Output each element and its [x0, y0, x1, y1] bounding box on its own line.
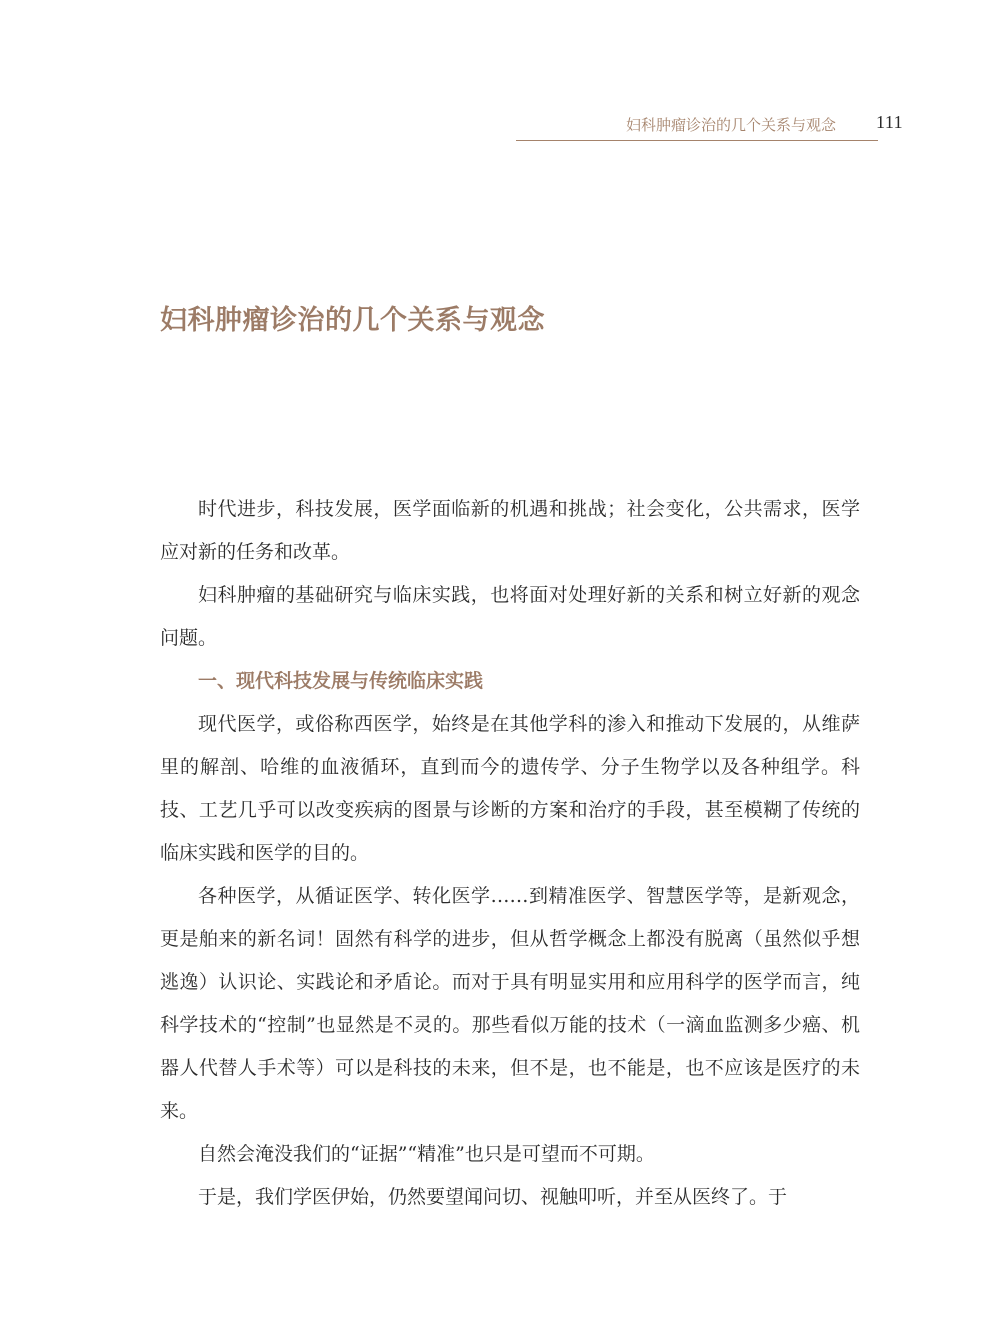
page-number: 111: [876, 112, 904, 132]
section-paragraph: 自然会淹没我们的“证据”“精准”也只是可望而不可期。: [198, 1143, 655, 1165]
chapter-title: 妇科肿瘤诊治的几个关系与观念: [160, 305, 545, 336]
intro-paragraph: 妇科肿瘤的基础研究与临床实践，也将面对处理好新的关系和树立好新的观念问题。: [160, 584, 860, 649]
body-text: [160, 488, 860, 1219]
section-paragraph: 各种医学，从循证医学、转化医学……到精准医学、智慧医学等，是新观念，更是舶来的新名词！固然有科学的进步，但从哲学概念上都没有脱离（虽然似乎想逃逸）认识论、实践论和矛盾论。而对于具有明显实用和应用科学的医学而言，纯科学技术的“控制”也显然是不灵的。那些看似万能的技术（一滴血监测多少癌、机器人代替人手术等）可以是科技的未来，但不是，也不能是，也不应该是医疗的未来。: [160, 885, 860, 1122]
running-header: [0, 112, 998, 142]
section-heading: 一、现代科技发展与传统临床实践: [198, 670, 484, 692]
section-paragraph: 于是，我们学医伊始，仍然要望闻问切、视触叩听，并至从医终了。于: [198, 1186, 788, 1208]
header-rule: [516, 140, 878, 141]
running-title: 妇科肿瘤诊治的几个关系与观念: [625, 116, 836, 134]
section-paragraph: 现代医学，或俗称西医学，始终是在其他学科的渗入和推动下发展的，从维萨里的解剖、哈维的血液循环，直到而今的遗传学、分子生物学以及各种组学。科技、工艺几乎可以改变疾病的图景与诊断的方案和治疗的手段，甚至模糊了传统的临床实践和医学的目的。: [160, 713, 860, 864]
intro-paragraph: 时代进步，科技发展，医学面临新的机遇和挑战；社会变化，公共需求，医学应对新的任务和改革。: [160, 498, 860, 563]
